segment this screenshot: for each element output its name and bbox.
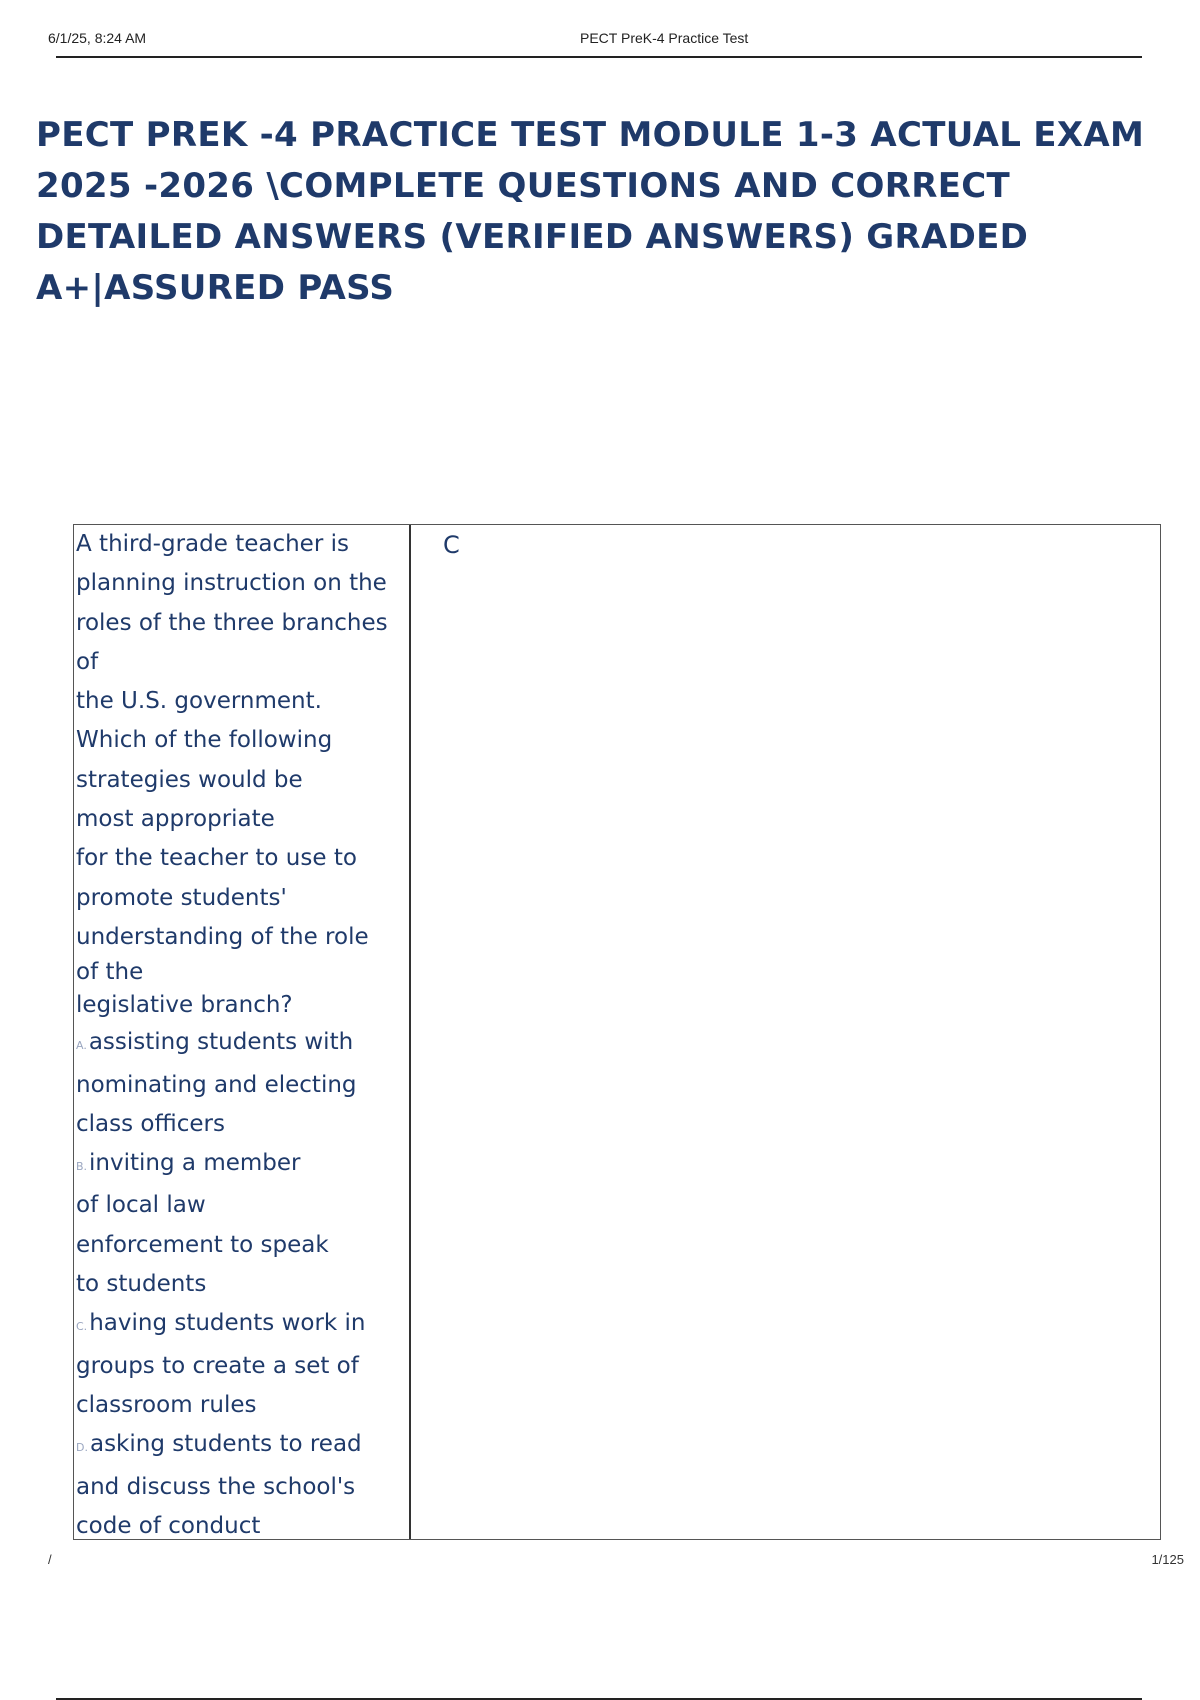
question-line: A third-grade teacher is: [76, 531, 349, 557]
option-b-line: to students: [76, 1271, 207, 1298]
question-line: roles of the three branches: [76, 609, 388, 636]
option-d-line: [76, 1425, 409, 1467]
question-line: most appropriate: [76, 806, 275, 833]
option-a-marker: A.: [76, 1039, 87, 1053]
option-b-line: [76, 1144, 409, 1186]
option-c-line: groups to create a set of: [76, 1352, 359, 1379]
footer-left-mark: /: [48, 1552, 52, 1567]
option-c-marker: C.: [76, 1320, 88, 1334]
option-a-line: [76, 1023, 409, 1065]
option-a-line: class officers: [76, 1110, 225, 1137]
question-line: for the teacher to use to: [76, 845, 357, 872]
option-d-marker: D.: [76, 1441, 88, 1455]
option-d-text: asking students to read: [89, 1431, 362, 1458]
page-header-title: PECT PreK-4 Practice Test: [580, 30, 749, 46]
question-line: strategies would be: [76, 766, 303, 793]
option-b-text: inviting a member: [89, 1150, 301, 1177]
page-header-datetime: 6/1/25, 8:24 AM: [48, 30, 147, 46]
option-d-line: and discuss the school's: [76, 1473, 356, 1500]
option-b-line: of local law: [76, 1192, 206, 1219]
header-divider: [56, 56, 1142, 58]
question-line: of: [76, 648, 99, 675]
question-line: of the: [76, 959, 144, 986]
page-number: 1/125: [1151, 1552, 1184, 1567]
option-c-line: classroom rules: [76, 1391, 257, 1418]
question-line: legislative branch?: [76, 992, 293, 1019]
question-line: planning instruction on the: [76, 570, 387, 597]
option-c-line: [76, 1304, 409, 1346]
question-line: promote students': [76, 884, 287, 911]
question-line: understanding of the role: [76, 923, 369, 950]
question-answer-table: [73, 524, 1161, 1540]
document-title: PECT PREK -4 PRACTICE TEST MODULE 1-3 ACTUAL EXAM 2025 -2026 \COMPLETE QUESTIONS AND CORRECT DETAILED ANSWERS (VERIFIED ANSWERS) GRADED A+|ASSURED PASS: [36, 115, 1145, 308]
option-b-marker: B.: [76, 1160, 88, 1174]
answer-cell: [411, 525, 1160, 1539]
option-a-text: assisting students with: [88, 1029, 354, 1056]
option-c-text: having students work in: [89, 1310, 366, 1337]
answer-letter: C: [443, 531, 460, 559]
question-cell: [74, 525, 411, 1539]
question-line: Which of the following: [76, 727, 333, 754]
option-a-line: nominating and electing: [76, 1071, 357, 1098]
option-b-line: enforcement to speak: [76, 1231, 329, 1258]
option-d-line: code of conduct: [76, 1512, 261, 1539]
question-line: the U.S. government.: [76, 688, 322, 715]
